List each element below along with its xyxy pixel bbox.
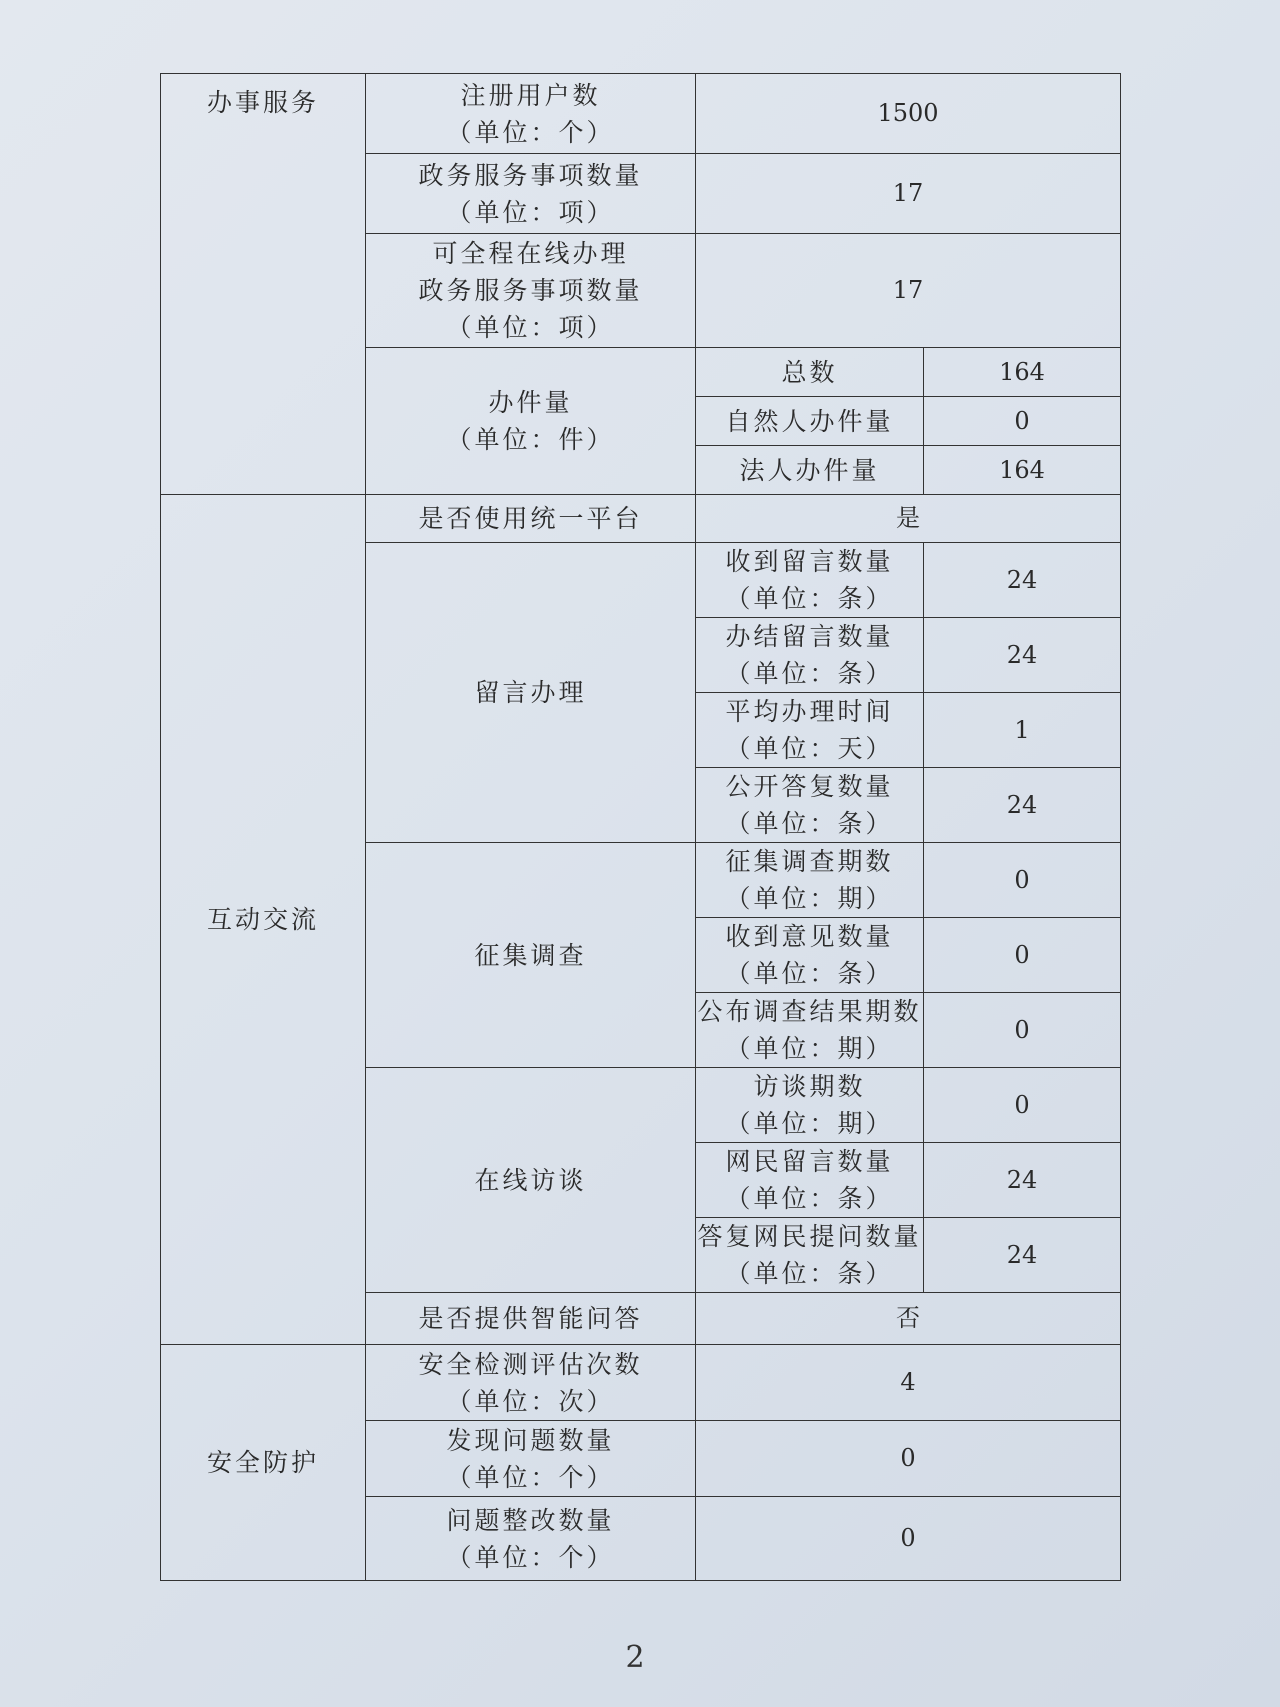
sub-item-unit: （单位：条） bbox=[725, 959, 894, 988]
item-cell bbox=[366, 234, 696, 348]
item-cell bbox=[366, 1497, 696, 1581]
item-label: 办件量 bbox=[488, 388, 573, 417]
sub-item-label: 公布调查结果期数 bbox=[697, 997, 922, 1026]
sub-item-cell bbox=[696, 1143, 924, 1218]
category-label: 互动交流 bbox=[206, 905, 319, 934]
value-cell: 24 bbox=[924, 1143, 1121, 1218]
sub-item-label: 征集调查期数 bbox=[725, 847, 894, 876]
item-label: 可全程在线办理 bbox=[432, 239, 629, 268]
sub-item-label: 总数 bbox=[696, 348, 924, 397]
value-cell: 1500 bbox=[696, 74, 1121, 154]
sub-item-label: 自然人办件量 bbox=[696, 397, 924, 446]
sub-item-unit: （单位：条） bbox=[725, 1184, 894, 1213]
item-cell: 是否提供智能问答 bbox=[366, 1293, 696, 1345]
sub-item-label: 访谈期数 bbox=[753, 1072, 866, 1101]
sub-item-cell bbox=[696, 693, 924, 768]
item-unit: （单位：个） bbox=[446, 117, 615, 147]
item-label: 政务服务事项数量 bbox=[418, 160, 643, 190]
category-service bbox=[161, 74, 366, 495]
statistics-table bbox=[160, 73, 1121, 1581]
sub-item-cell bbox=[696, 1068, 924, 1143]
sub-item-label: 办结留言数量 bbox=[725, 622, 894, 651]
value-cell: 164 bbox=[924, 348, 1121, 397]
sub-item-unit: （单位：期） bbox=[725, 884, 894, 913]
sub-item-unit: （单位：条） bbox=[725, 659, 894, 688]
sub-item-cell bbox=[696, 1218, 924, 1293]
sub-item-unit: （单位：天） bbox=[725, 734, 894, 763]
sub-item-cell bbox=[696, 993, 924, 1068]
sub-item-label: 公开答复数量 bbox=[725, 772, 894, 801]
item-cell bbox=[366, 154, 696, 234]
item-label: 问题整改数量 bbox=[446, 1505, 615, 1535]
sub-item-label: 网民留言数量 bbox=[725, 1147, 894, 1176]
sub-item-label: 法人办件量 bbox=[696, 446, 924, 495]
value-cell: 24 bbox=[924, 1218, 1121, 1293]
value-cell: 0 bbox=[924, 918, 1121, 993]
item-cell bbox=[366, 348, 696, 495]
item-cell bbox=[366, 1421, 696, 1497]
value-cell: 否 bbox=[696, 1293, 1121, 1345]
value-cell: 是 bbox=[696, 495, 1121, 543]
sub-item-cell bbox=[696, 768, 924, 843]
sub-item-label: 收到留言数量 bbox=[725, 547, 894, 576]
category-interaction bbox=[161, 495, 366, 1345]
item-unit: （单位：件） bbox=[446, 425, 615, 454]
value-cell: 164 bbox=[924, 446, 1121, 495]
item-cell: 留言办理 bbox=[366, 543, 696, 843]
sub-item-unit: （单位：条） bbox=[725, 1259, 894, 1288]
sub-item-label: 收到意见数量 bbox=[725, 922, 894, 951]
item-unit: （单位：次） bbox=[446, 1386, 615, 1416]
value-cell: 0 bbox=[696, 1421, 1121, 1497]
item-cell: 在线访谈 bbox=[366, 1068, 696, 1293]
item-label: 安全检测评估次数 bbox=[418, 1349, 643, 1379]
item-unit: （单位：项） bbox=[446, 313, 615, 342]
item-label: 注册用户数 bbox=[460, 80, 601, 110]
category-label: 办事服务 bbox=[206, 88, 319, 117]
value-cell: 24 bbox=[924, 618, 1121, 693]
value-cell: 0 bbox=[924, 843, 1121, 918]
item-cell: 征集调查 bbox=[366, 843, 696, 1068]
table-row bbox=[161, 495, 1121, 543]
sub-item-unit: （单位：期） bbox=[725, 1034, 894, 1063]
table-row bbox=[161, 1345, 1121, 1421]
item-unit: （单位：个） bbox=[446, 1462, 615, 1492]
category-security bbox=[161, 1345, 366, 1581]
page-number: 2 bbox=[625, 1640, 645, 1675]
value-cell: 0 bbox=[696, 1497, 1121, 1581]
sub-item-unit: （单位：条） bbox=[725, 809, 894, 838]
value-cell: 4 bbox=[696, 1345, 1121, 1421]
sub-item-cell bbox=[696, 618, 924, 693]
value-cell: 0 bbox=[924, 1068, 1121, 1143]
sub-item-unit: （单位：期） bbox=[725, 1109, 894, 1138]
item-label: 发现问题数量 bbox=[446, 1425, 615, 1455]
category-label: 安全防护 bbox=[206, 1448, 319, 1477]
sub-item-label: 答复网民提问数量 bbox=[697, 1222, 922, 1251]
value-cell: 17 bbox=[696, 154, 1121, 234]
item-unit: （单位：个） bbox=[446, 1542, 615, 1572]
value-cell: 1 bbox=[924, 693, 1121, 768]
item-cell bbox=[366, 1345, 696, 1421]
value-cell: 17 bbox=[696, 234, 1121, 348]
report-sheet bbox=[160, 73, 1120, 1581]
sub-item-label: 平均办理时间 bbox=[725, 697, 894, 726]
value-cell: 24 bbox=[924, 543, 1121, 618]
value-cell: 24 bbox=[924, 768, 1121, 843]
sub-item-cell bbox=[696, 918, 924, 993]
item-unit: （单位：项） bbox=[446, 197, 615, 227]
sub-item-cell bbox=[696, 843, 924, 918]
value-cell: 0 bbox=[924, 397, 1121, 446]
sub-item-unit: （单位：条） bbox=[725, 584, 894, 613]
value-cell: 0 bbox=[924, 993, 1121, 1068]
table-row bbox=[161, 74, 1121, 154]
item-cell bbox=[366, 74, 696, 154]
sub-item-cell bbox=[696, 543, 924, 618]
item-label: 政务服务事项数量 bbox=[418, 276, 643, 305]
item-cell: 是否使用统一平台 bbox=[366, 495, 696, 543]
